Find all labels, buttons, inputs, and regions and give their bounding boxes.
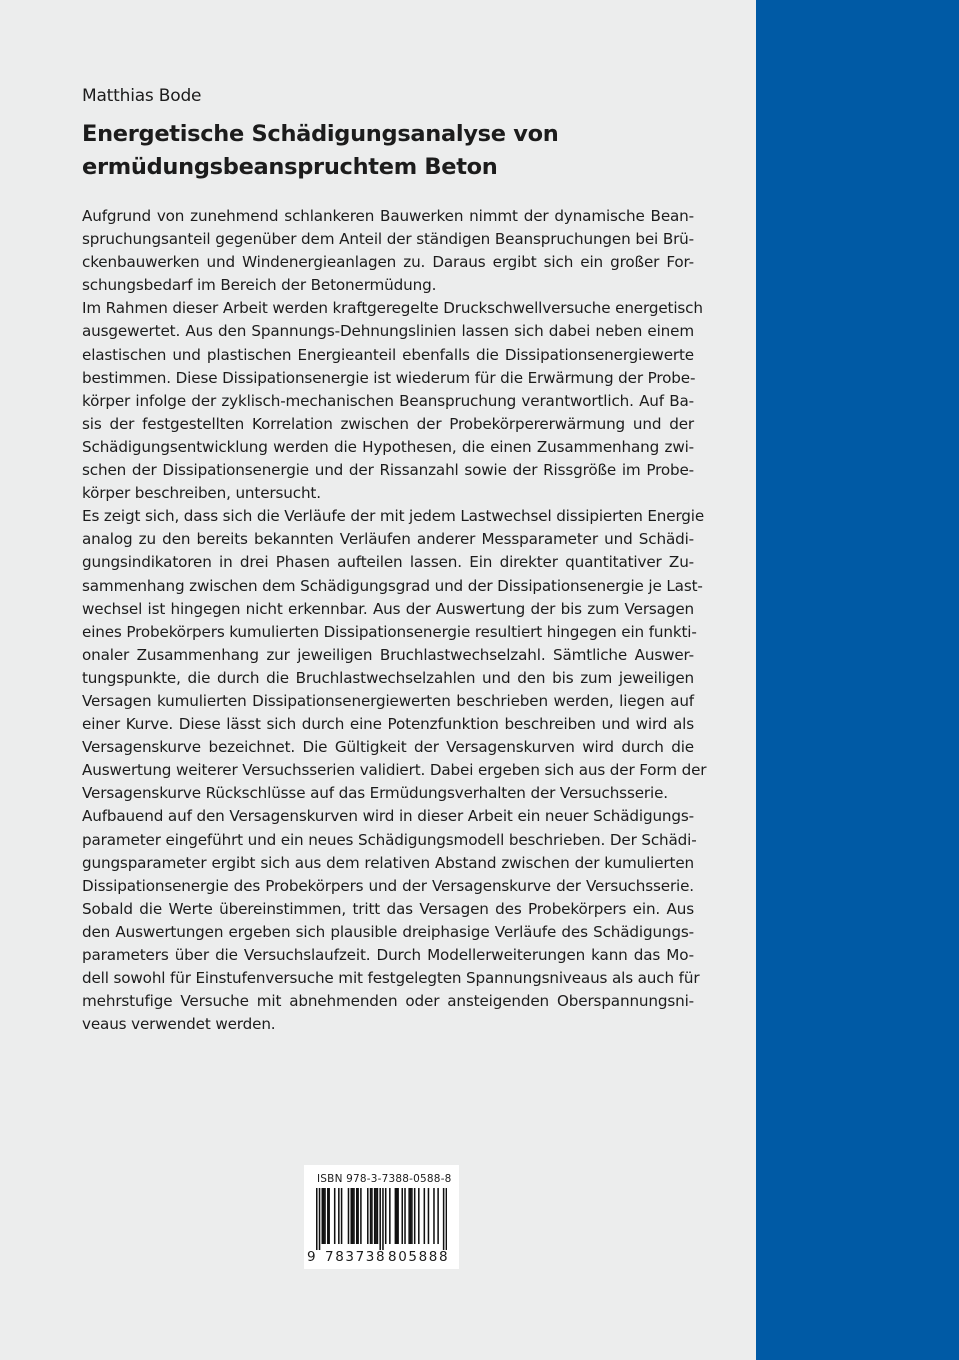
barcode-bar (410, 1188, 412, 1244)
text-line: Schädigungsentwicklung werden die Hypothesen, die einen Zusammenhang zwi- (82, 437, 694, 456)
barcode-bar (370, 1188, 372, 1244)
text-line: analog zu den bereits bekannten Verläufen anderer Messparameter und Schädi- (82, 530, 694, 549)
barcode-digit-group: 9 (307, 1249, 316, 1265)
barcode-digit-group: 783738 (325, 1249, 387, 1265)
barcode-bar (424, 1188, 426, 1244)
barcode-bar (433, 1188, 435, 1244)
barcode-bar (382, 1188, 384, 1250)
author-name: Matthias Bode (82, 86, 202, 106)
text-line: parameters über die Versuchslaufzeit. Durch Modellerweiterungen kann das Mo- (82, 946, 694, 964)
text-line: dell sowohl für Einstufenversuche mit festgelegten Spannungsniveaus als auch für (82, 969, 700, 988)
barcode-bar (348, 1188, 350, 1244)
barcode-bar (428, 1188, 430, 1244)
text-line: ckenbauwerken und Windenergieanlagen zu. Daraus ergibt sich ein großer For- (82, 253, 694, 272)
text-line: schen der Dissipationsenergie und der Rissanzahl sowie der Rissgröße im Probe- (82, 461, 694, 480)
text-line: onaler Zusammenhang zur jeweiligen Bruchlastwechselzahl. Sämtliche Auswer- (82, 645, 694, 664)
text-line: ausgewertet. Aus den Spannungs-Dehnungslinien lassen sich dabei neben einem (82, 322, 694, 341)
barcode-bar (324, 1188, 326, 1244)
barcode-bar (316, 1188, 318, 1250)
barcode-bar (446, 1188, 447, 1250)
barcode-bar (411, 1188, 413, 1244)
text-line: Im Rahmen dieser Arbeit werden kraftgeregelte Druckschwellversuche energetisch (82, 299, 703, 318)
blurb-text (82, 205, 707, 1036)
text-line: Versagen kumulierten Dissipationsenergiewerten beschrieben werden, liegen auf (82, 691, 694, 710)
text-line: mehrstufige Versuche mit abnehmenden oder ansteigenden Oberspannungsni- (82, 992, 694, 1011)
barcode-bar (395, 1188, 397, 1244)
text-line: sis der festgestellten Korrelation zwischen der Probekörpererwärmung und der (82, 414, 694, 433)
text-line: körper beschreiben, untersucht. (82, 484, 321, 503)
title-line: ermüdungsbeanspruchtem Beton (82, 154, 498, 180)
barcode-bar (334, 1188, 336, 1244)
barcode-bar (375, 1188, 377, 1244)
barcode-bar (353, 1188, 355, 1244)
barcode-bar (397, 1188, 399, 1244)
text-line: gungsindikatoren in drei Phasen aufteilen lassen. Ein direkter quantitativer Zu- (82, 553, 694, 572)
book-title (82, 118, 722, 184)
isbn-label: ISBN 978-3-7388-0588-8 (317, 1173, 452, 1185)
blue-spine-band (756, 0, 959, 1360)
barcode-bar (379, 1188, 381, 1250)
barcode-bar (401, 1188, 403, 1244)
text-line: parameter eingeführt und ein neues Schädigungsmodell beschrieben. Der Schädi- (82, 830, 697, 849)
isbn-barcode (304, 1165, 459, 1269)
text-line: Dissipationsenergie des Probekörpers und der Versagenskurve der Versuchsserie. (82, 876, 694, 895)
text-line: eines Probekörpers kumulierten Dissipationsenergie resultiert hingegen ein funkti- (82, 622, 697, 641)
barcode-bar (404, 1188, 406, 1244)
barcode-bar (338, 1188, 340, 1244)
text-line: veaus verwendet werden. (82, 1015, 276, 1034)
barcode-bar (319, 1188, 321, 1250)
text-line: sammenhang zwischen dem Schädigungsgrad und der Dissipationsenergie je Last- (82, 576, 703, 595)
text-line: Sobald die Werte übereinstimmen, tritt das Versagen des Probekörpers ein. Aus (82, 899, 694, 918)
barcode-bar (357, 1188, 359, 1244)
barcode-bar (350, 1188, 352, 1244)
barcode-bar (437, 1188, 439, 1244)
text-line: Aufbauend auf den Versagenskurven wird in dieser Arbeit ein neuer Schädigungs- (82, 807, 694, 826)
barcode-digit-group: 805888 (388, 1249, 450, 1265)
barcode-bar (389, 1188, 391, 1244)
text-line: schungsbedarf im Bereich der Betonermüdung. (82, 276, 437, 295)
text-line: tungspunkte, die durch die Bruchlastwechselzahlen und den bis zum jeweiligen (82, 668, 694, 687)
barcode-bar (327, 1188, 329, 1244)
text-line: einer Kurve. Diese lässt sich durch eine Potenzfunktion beschreiben und wird als (82, 715, 694, 734)
barcode-bar (385, 1188, 387, 1244)
text-line: bestimmen. Diese Dissipationsenergie ist wiederum für die Erwärmung der Probe- (82, 368, 696, 387)
barcode-bar (371, 1188, 373, 1244)
text-line: den Auswertungen ergeben sich plausible dreiphasige Verläufe des Schädigungs- (82, 922, 694, 941)
barcode-bar (360, 1188, 362, 1244)
barcode-bar (377, 1188, 379, 1244)
barcode-bar (328, 1188, 330, 1244)
barcode-icon (316, 1188, 447, 1250)
barcode-bar (322, 1188, 324, 1244)
barcode-bar (418, 1188, 420, 1244)
barcode-bar (443, 1188, 445, 1250)
barcode-bar (367, 1188, 369, 1244)
text-line: Auswertung weiterer Versuchsserien validiert. Dabei ergeben sich aus der Form der (82, 761, 707, 780)
text-line: körper infolge der zyklisch-mechanischen Beanspruchung verantwortlich. Auf Ba- (82, 391, 694, 410)
barcode-bar (396, 1188, 398, 1244)
text-line: wechsel ist hingegen nicht erkennbar. Aus der Auswertung der bis zum Versagen (82, 599, 694, 618)
barcode-bar (341, 1188, 343, 1244)
barcode-bar (356, 1188, 358, 1244)
text-line: Aufgrund von zunehmend schlankeren Bauwerken nimmt der dynamische Bean- (82, 207, 694, 225)
barcode-bar (374, 1188, 376, 1244)
title-line: Energetische Schädigungsanalyse von (82, 121, 559, 147)
text-line: gungsparameter ergibt sich aus dem relativen Abstand zwischen der kumulierten (82, 853, 694, 872)
barcode-bar (408, 1188, 410, 1244)
barcode-bar (323, 1188, 325, 1244)
text-line: elastischen und plastischen Energieanteil ebenfalls die Dissipationsenergiewerte (82, 345, 694, 364)
barcode-bar (352, 1188, 354, 1244)
text-line: Versagenskurve Rückschlüsse auf das Ermüdungsverhalten der Versuchsserie. (82, 784, 668, 803)
text-line: Es zeigt sich, dass sich die Verläufe der mit jedem Lastwechsel dissipierten Energie (82, 507, 705, 526)
text-line: Versagenskurve bezeichnet. Die Gültigkeit der Versagenskurven wird durch die (82, 738, 694, 757)
barcode-bar (414, 1188, 416, 1244)
text-line: spruchungsanteil gegenüber dem Anteil der ständigen Beanspruchungen bei Brü- (82, 230, 694, 249)
